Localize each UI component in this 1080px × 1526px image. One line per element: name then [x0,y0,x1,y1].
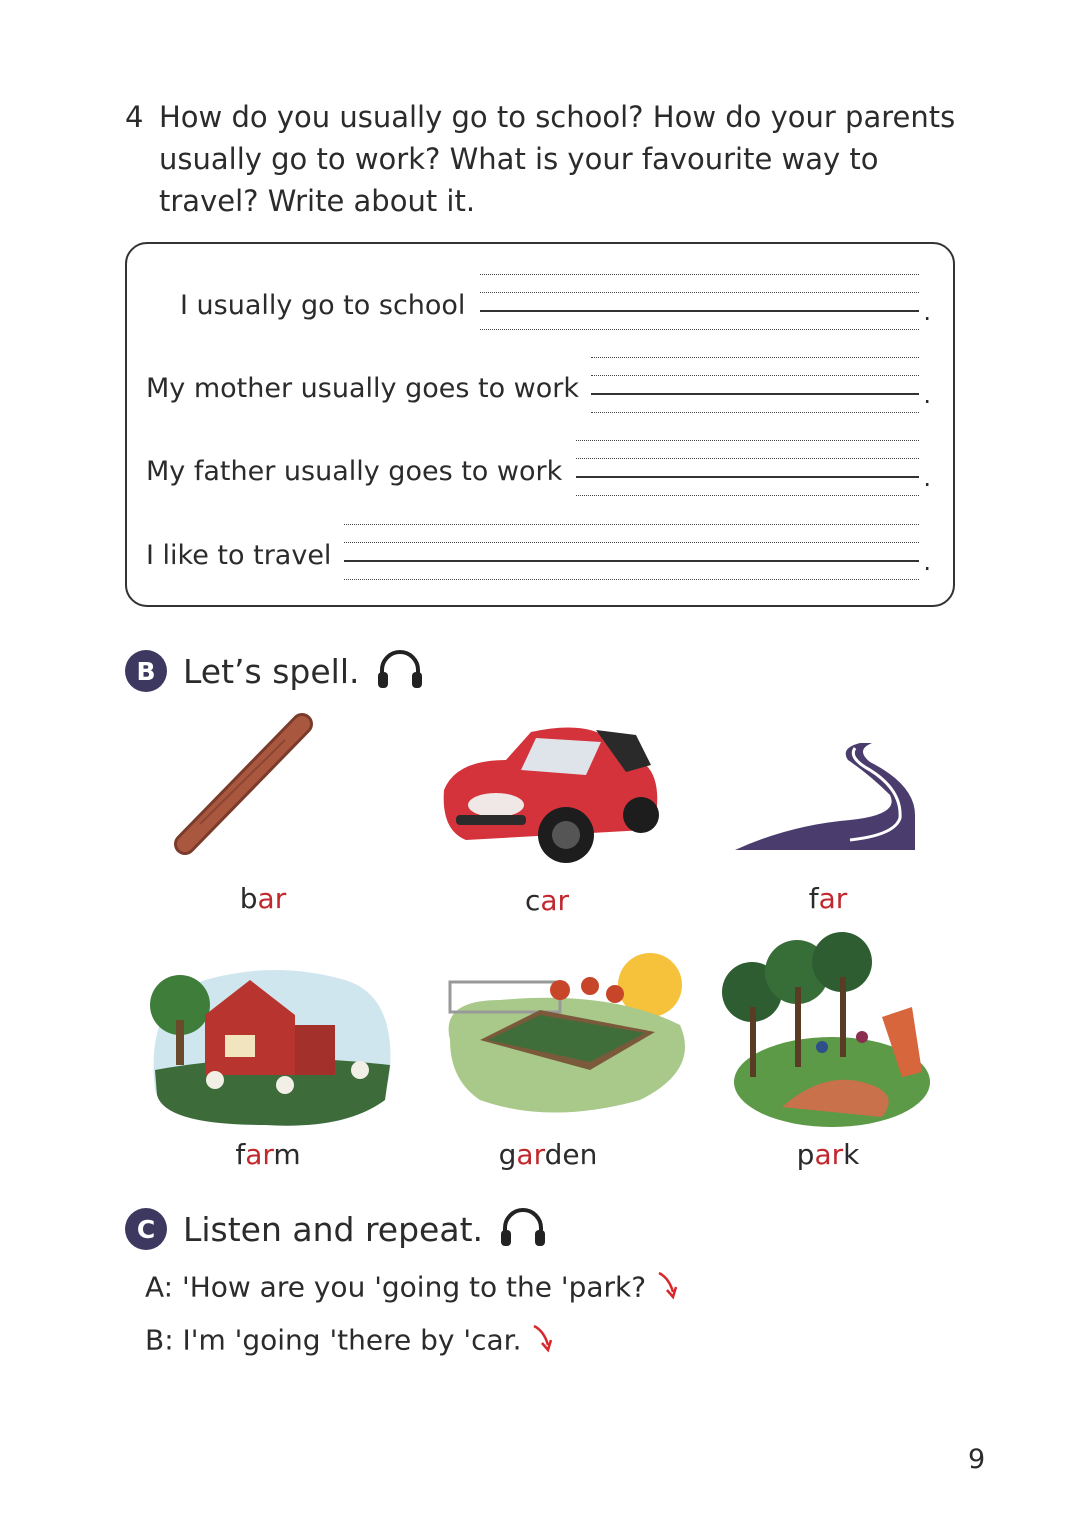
spell-word-bar: bar [239,882,287,915]
page-number: 9 [968,1444,986,1475]
section-c-header [125,1206,547,1252]
answer-lines[interactable] [591,357,919,430]
bar-image [170,712,320,861]
sentence-start: I usually go to school [180,290,466,321]
period: . [923,548,931,576]
period: . [923,381,931,409]
writing-row [127,264,957,354]
dialog-line-b [145,1323,554,1360]
garden-image [440,940,695,1124]
spell-word-car: car [524,884,570,917]
writing-row [127,514,957,604]
section-b-header [125,648,424,694]
section-b-title: Let’s spell. [183,651,360,691]
headphones-icon[interactable] [376,648,424,694]
writing-row [127,347,957,437]
farm-image [145,960,395,1134]
falling-intonation-arrow-icon [657,1270,679,1307]
sentence-start: I like to travel [146,540,332,571]
section-c-title: Listen and repeat. [183,1209,484,1249]
section-b-badge: B [125,650,167,692]
period: . [923,464,931,492]
answer-lines[interactable] [344,524,919,597]
question-text: How do you usually go to school? How do your parents usually go to work? What is your favourite way to travel? Write about it. [159,100,956,218]
spell-word-far: far [808,882,848,915]
dialog-text: A: 'How are you 'going to the 'park? [145,1270,647,1304]
sentence-start: My father usually goes to work [146,456,563,487]
dialog-text: B: I'm 'going 'there by 'car. [145,1323,522,1357]
question-number: 4 [125,100,144,134]
section-c-badge: C [125,1208,167,1250]
spell-word-farm: farm [235,1138,301,1171]
dialog-line-a [145,1270,679,1307]
falling-intonation-arrow-icon [532,1323,554,1360]
park-image [712,932,932,1131]
spell-word-garden: garden [498,1138,598,1171]
answer-lines[interactable] [576,440,919,513]
answer-lines[interactable] [480,274,919,347]
writing-box [125,242,955,607]
car-image [436,720,666,884]
road-image [730,740,920,859]
sentence-start: My mother usually goes to work [146,373,580,404]
question-4 [125,96,975,222]
headphones-icon[interactable] [499,1206,547,1252]
writing-row [127,430,957,520]
period: . [923,298,931,326]
spell-word-park: park [796,1138,860,1171]
